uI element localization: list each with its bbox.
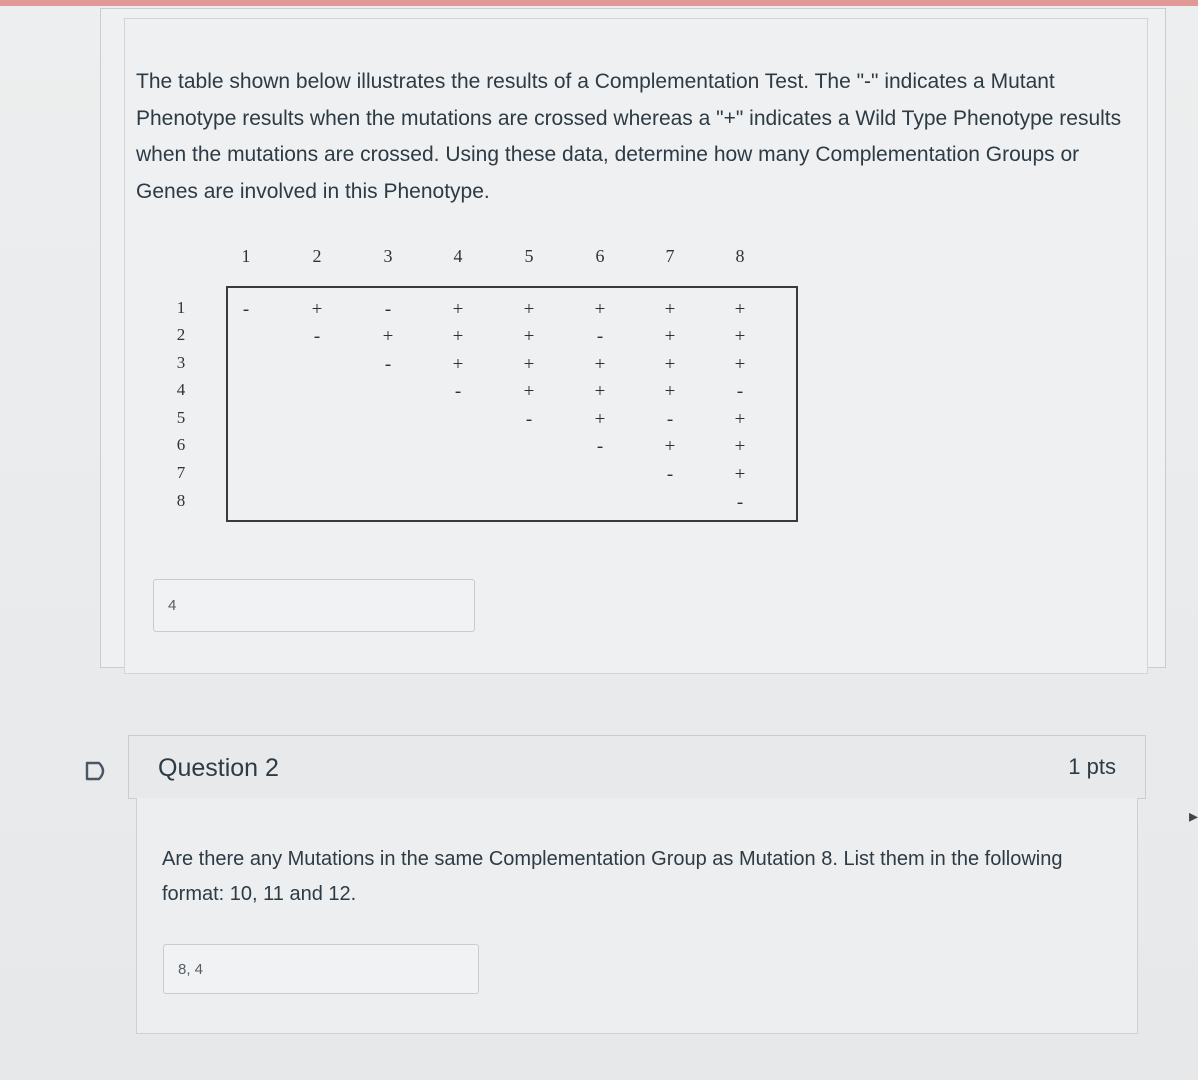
table-column-header: 4 <box>453 246 463 266</box>
table-cell: + <box>734 464 746 485</box>
table-cell: - <box>666 409 674 430</box>
complementation-table <box>150 238 830 538</box>
flag-icon[interactable] <box>84 760 110 782</box>
question-1-prompt: The table shown below illustrates the results of a Complementation Test. The "-" indicates a Mutant Phenotype results when the mutations are crossed whereas a "+" indicates a Wild Type Phenotype results when the mutations are crossed. Using these data, determine how many Complementation Groups or Genes are involved in this Phenotype. <box>136 70 1122 203</box>
table-cell: - <box>596 326 604 347</box>
table-cell: + <box>452 354 464 375</box>
table-cell: + <box>664 299 676 320</box>
table-cell: + <box>523 354 535 375</box>
question-2-answer-input[interactable] <box>163 944 479 994</box>
question-2-header <box>128 735 1146 799</box>
table-row-header: 3 <box>176 353 186 372</box>
table-cell: - <box>666 464 674 485</box>
table-cell: + <box>594 354 606 375</box>
table-cell: - <box>384 354 392 375</box>
table-cell: - <box>242 299 250 320</box>
table-cell: + <box>382 326 394 347</box>
table-cell: + <box>664 381 676 402</box>
table-cell: + <box>664 436 676 457</box>
question-1-answer-input[interactable] <box>153 579 475 632</box>
table-cell: - <box>736 492 744 513</box>
table-column-header: 3 <box>383 246 393 266</box>
table-cell: + <box>594 299 606 320</box>
table-cell: + <box>734 299 746 320</box>
table-column-header: 7 <box>665 246 675 266</box>
table-row-header: 2 <box>176 325 186 344</box>
table-cell: + <box>311 299 323 320</box>
question-2-prompt: Are there any Mutations in the same Complementation Group as Mutation 8. List them in the following format: 10, 11 and 12. <box>162 848 1063 905</box>
table-cell: + <box>734 326 746 347</box>
table-cell: - <box>596 436 604 457</box>
table-cell: - <box>736 381 744 402</box>
table-row-header: 1 <box>176 298 186 317</box>
table-row-header: 7 <box>176 463 186 482</box>
table-cell: + <box>734 354 746 375</box>
table-cell: + <box>594 409 606 430</box>
table-column-header: 5 <box>524 246 534 266</box>
table-cell: - <box>525 409 533 430</box>
table-cell: + <box>452 326 464 347</box>
question-2-points: 1 pts <box>1068 754 1116 779</box>
table-cell: + <box>594 381 606 402</box>
complementation-table-frame <box>226 286 798 522</box>
table-column-header: 2 <box>312 246 322 266</box>
table-cell: + <box>523 381 535 402</box>
table-cell: + <box>523 326 535 347</box>
table-cell: + <box>734 436 746 457</box>
table-cell: - <box>313 326 321 347</box>
table-column-header: 8 <box>735 246 745 266</box>
table-row-header: 8 <box>176 491 186 510</box>
table-cell: + <box>664 354 676 375</box>
table-column-header: 1 <box>241 246 251 266</box>
table-row-header: 6 <box>176 435 186 454</box>
table-cell: - <box>454 381 462 402</box>
question-2-body <box>136 798 1138 1034</box>
table-cell: + <box>523 299 535 320</box>
top-accent-strip <box>0 0 1198 6</box>
table-row-header: 5 <box>176 408 186 427</box>
question-2-title: Question 2 <box>158 754 279 782</box>
table-cell: + <box>734 409 746 430</box>
chevron-right-icon[interactable]: ▸ <box>1188 806 1198 826</box>
table-column-header: 6 <box>595 246 605 266</box>
table-row-header: 4 <box>176 380 186 399</box>
table-cell: + <box>664 326 676 347</box>
table-cell: - <box>384 299 392 320</box>
table-cell: + <box>452 299 464 320</box>
